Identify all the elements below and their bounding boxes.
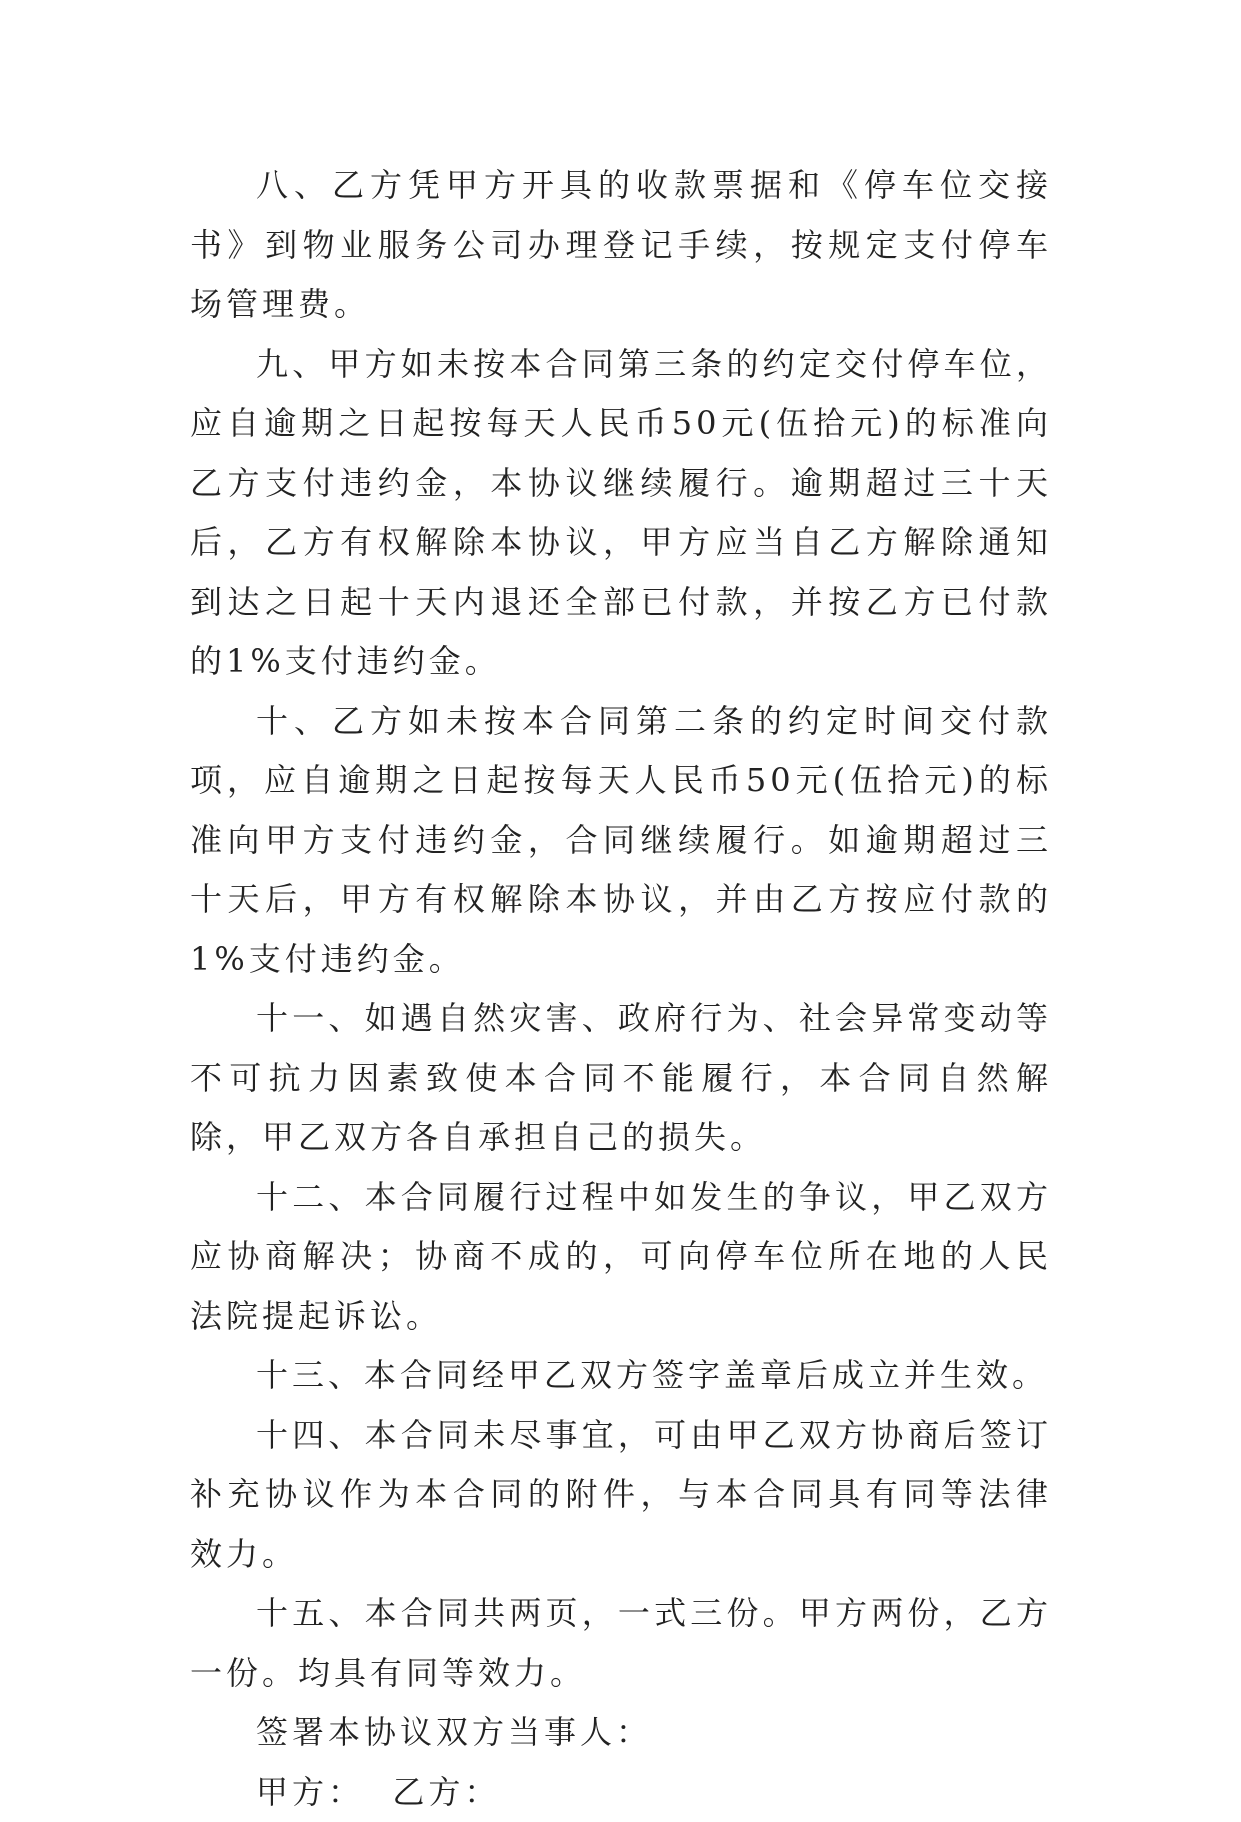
contract-body: [190, 156, 1052, 1822]
clause-12: 十二、本合同履行过程中如发生的争议，甲乙双方应协商解决；协商不成的，可向停车位所在地的人民法院提起诉讼。: [190, 1168, 1052, 1347]
party-a-label: 甲方：: [256, 1773, 364, 1811]
signing-heading: 签署本协议双方当事人：: [190, 1703, 1052, 1763]
party-b-label: 乙方：: [392, 1773, 500, 1811]
clause-15: 十五、本合同共两页，一式三份。甲方两份，乙方一份。均具有同等效力。: [190, 1584, 1052, 1703]
clause-13: 十三、本合同经甲乙双方签字盖章后成立并生效。: [190, 1346, 1052, 1406]
clause-8: 八、乙方凭甲方开具的收款票据和《停车位交接书》到物业服务公司办理登记手续，按规定支付停车场管理费。: [190, 156, 1052, 335]
clause-10: 十、乙方如未按本合同第二条的约定时间交付款项，应自逾期之日起按每天人民币50元(伍拾元)的标准向甲方支付违约金，合同继续履行。如逾期超过三十天后，甲方有权解除本协议，并由乙方按应付款的1%支付违约金。: [190, 692, 1052, 990]
clause-9: 九、甲方如未按本合同第三条的约定交付停车位，应自逾期之日起按每天人民币50元(伍拾元)的标准向乙方支付违约金，本协议继续履行。逾期超过三十天后，乙方有权解除本协议，甲方应当自乙方解除通知到达之日起十天内退还全部已付款，并按乙方已付款的1%支付违约金。: [190, 335, 1052, 692]
clause-11: 十一、如遇自然灾害、政府行为、社会异常变动等不可抗力因素致使本合同不能履行，本合同自然解除，甲乙双方各自承担自己的损失。: [190, 989, 1052, 1168]
signature-line: [190, 1763, 1052, 1822]
clause-14: 十四、本合同未尽事宜，可由甲乙双方协商后签订补充协议作为本合同的附件，与本合同具有同等法律效力。: [190, 1406, 1052, 1585]
